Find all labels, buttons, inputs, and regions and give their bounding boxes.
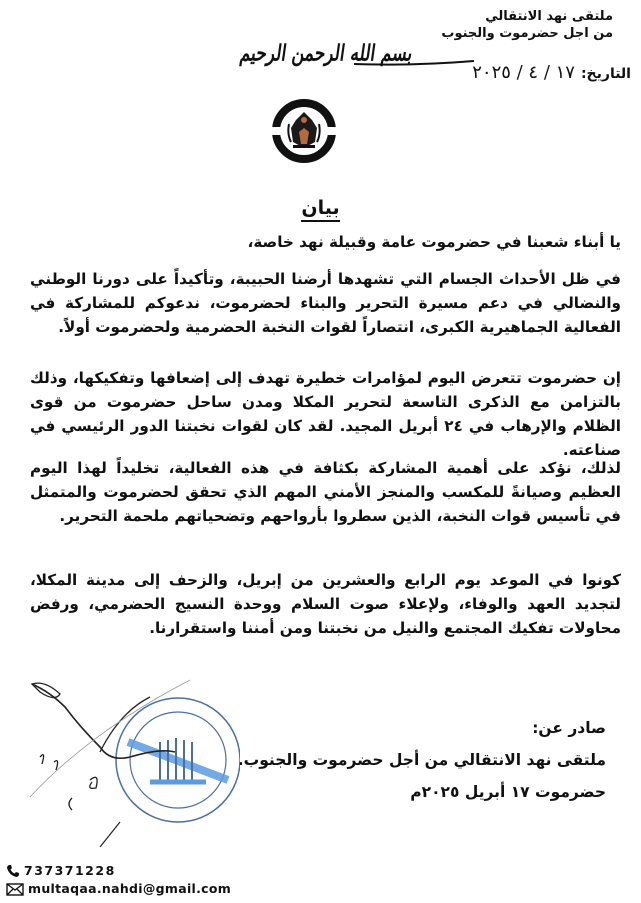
issuer-name: ملتقى نهد الانتقالي من أجل حضرموت والجنوب. [237, 751, 606, 769]
email-icon [6, 882, 24, 896]
paragraph-text: كونوا في الموعد يوم الرابع والعشرين من إبريل، والزحف إلى مدينة المكلا، لتجديد العهد والوفاء، ولإعلاء صوت السلام ووحدة النسيج الحضرمي، ورفض محاولات تفكيك المجتمع والنيل من نخبتنا ومن أمننا واستقرارنا. [30, 571, 621, 637]
paragraph-3 [30, 456, 621, 528]
basmala-flourish [354, 60, 474, 66]
basmala-text: بسم الله الرحمن الرحيم [238, 41, 415, 67]
phone-number[interactable]: 737371228 [24, 863, 116, 878]
signature-block [238, 712, 606, 808]
contact-info [6, 862, 231, 898]
phone-row [6, 862, 231, 880]
handwritten-signature [30, 680, 190, 847]
organization-header [441, 8, 613, 42]
paragraph-text: إن حضرموت تتعرض اليوم لمؤامرات خطيرة تهدف إلى إضعافها وتفكيكها، وذلك بالتزامن مع الذكرى التاسعة لتحرير المكلا ومدن ساحل حضرموت من قوى الظلام والإرهاب في ٢٤ أبريل المجيد. لقد كان لقوات نخبتنا الدور الرئيسي في صناعته. [30, 369, 621, 459]
statement-title-text: بيان [301, 197, 339, 222]
issued-by-label: صادر عن: [532, 719, 606, 737]
organization-logo [271, 98, 337, 164]
phone-icon [6, 864, 20, 878]
paragraph-text: في ظل الأحداث الجسام التي تشهدها أرضنا الحبيبة، وتأكيداً على دورنا الوطني والنضالي في دعم مسيرة التحرير والبناء لحضرموت، ندعوكم للمشاركة في الفعالية الجماهيرية الكبرى، انتصاراً لقوات النخبة الحضرمية ولحضرموت أولاً. [30, 270, 621, 336]
paragraph-text: لذلك، نؤكد على أهمية المشاركة بكثافة في هذه الفعالية، تخليداً لهذا اليوم العظيم وصيانةً للمكسب والمنجز الأمني المهم الذي تحقق لحضرموت والمتمثل في تأسيس قوات النخبة، الذين سطروا بأرواحهم وتضحياتهم ملحمة التحرير. [30, 459, 621, 525]
org-name-line1: ملتقى نهد الانتقالي [485, 9, 613, 24]
date-label: التاريخ: [580, 66, 631, 82]
paragraph-4 [30, 568, 621, 640]
official-stamp-and-signature [10, 672, 240, 847]
stamp-seal [116, 698, 240, 822]
paragraph-1 [30, 267, 621, 339]
paragraph-2 [30, 366, 621, 462]
basmala-calligraphy [236, 40, 481, 80]
greeting-text: يا أبناء شعبنا في حضرموت عامة وقبيلة نهد خاصة، [247, 233, 621, 251]
org-name-line2: من اجل حضرموت والجنوب [441, 26, 613, 41]
date-value: ١٧ / ٤ / ٢٠٢٥ [472, 62, 575, 83]
email-row [6, 880, 231, 898]
place-and-date: حضرموت ١٧ أبريل ٢٠٢٥م [410, 783, 606, 801]
email-address[interactable]: multaqaa.nahdi@gmail.com [28, 881, 232, 896]
date-line [472, 62, 631, 83]
statement-title [0, 197, 641, 219]
greeting [30, 230, 621, 254]
